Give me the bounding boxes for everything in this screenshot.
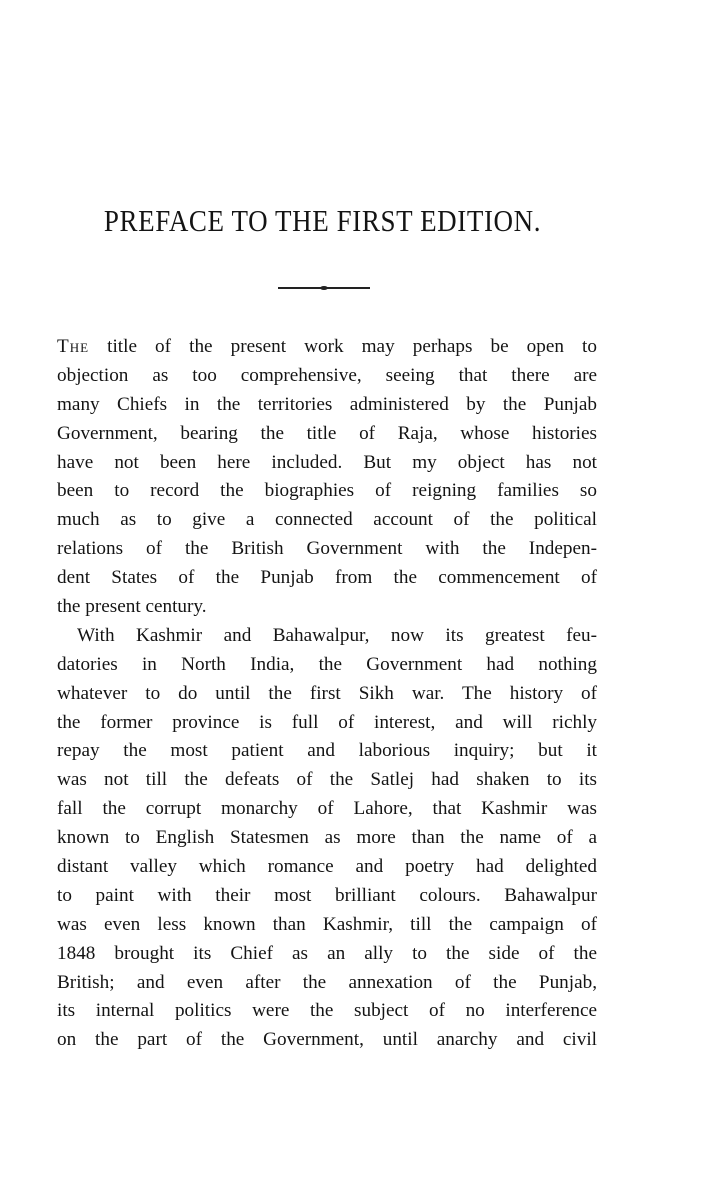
text-line: known to English Statesmen as more than the name of a [57,827,597,849]
text-line: to paint with their most brilliant colours. Bahawalpur [57,884,597,906]
text-line: distant valley which romance and poetry had delighted [57,856,597,878]
text-line: fall the corrupt monarchy of Lahore, that Kashmir was [57,798,597,820]
text-line [57,333,597,362]
text-line: repay the most patient and laborious inquiry; but it [57,740,597,762]
text-line: many Chiefs in the territories administered by the Punjab [57,393,597,415]
text-line: objection as too comprehensive, seeing that there are [57,364,597,386]
text-line: was not till the defeats of the Satlej had shaken to its [57,769,597,791]
page-title: PREFACE TO THE FIRST EDITION. [103,204,542,238]
opening-word: The [57,336,90,357]
text-line: datories in North India, the Government had nothing [57,653,597,675]
text-line: dent States of the Punjab from the commencement of [57,567,597,589]
text-line: much as to give a connected account of the political [57,509,597,531]
text-line: been to record the biographies of reigning families so [57,480,597,502]
text-line: on the part of the Government, until anarchy and civil [57,1029,597,1051]
text-line: its internal politics were the subject of no interference [57,1000,597,1022]
text-line: was even less known than Kashmir, till the campaign of [57,913,597,935]
text-line: 1848 brought its Chief as an ally to the side of the [57,942,597,964]
text-line: Government, bearing the title of Raja, whose histories [57,422,597,444]
text-line: relations of the British Government with the Indepen- [57,538,597,560]
title-ornament-dot [320,286,328,290]
text-line: the former province is full of interest, and will richly [57,711,597,733]
text-line: have not been here included. But my object has not [57,451,597,473]
text-line: With Kashmir and Bahawalpur, now its greatest feu- [77,624,597,646]
text-line: the present century. [57,596,207,618]
line-text: title of the present work may perhaps be open to [89,336,597,357]
preface-body [57,333,597,1055]
text-line: British; and even after the annexation of the Punjab, [57,971,597,993]
text-line: whatever to do until the first Sikh war. The history of [57,682,597,704]
